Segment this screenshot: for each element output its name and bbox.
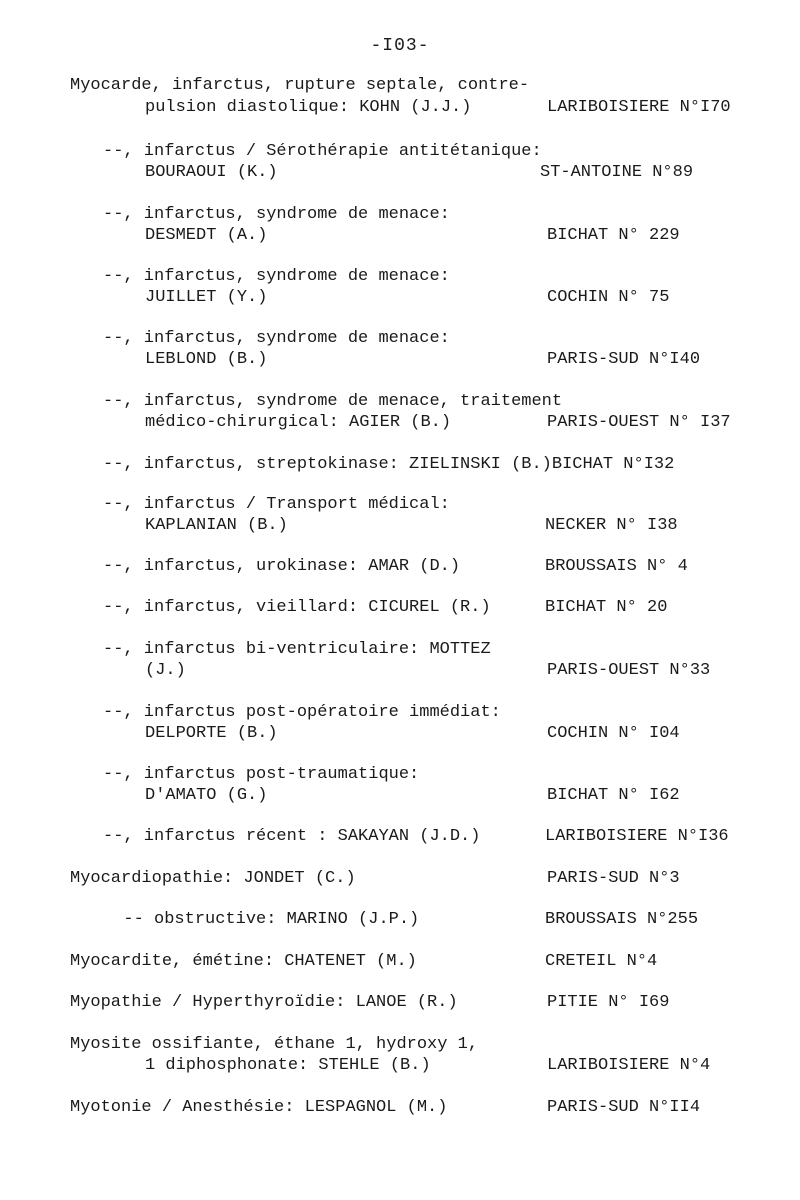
entry-line-1: --, infarctus post-traumatique: — [103, 765, 420, 784]
entry-line-2: BOURAOUI (K.) — [145, 163, 278, 182]
entry-reference: PARIS-OUEST N°33 — [547, 661, 711, 680]
entry-reference: BICHAT N° I62 — [547, 786, 680, 805]
entry-line-1: Myopathie / Hyperthyroïdie: LANOE (R.) — [70, 993, 458, 1012]
entry-line-1: --, infarctus / Transport médical: — [103, 495, 450, 514]
entry-line-1: --, infarctus, urokinase: AMAR (D.) — [103, 557, 461, 576]
entry-line-1: --, infarctus, vieillard: CICUREL (R.) — [103, 598, 491, 617]
entry-line-1: --, infarctus / Sérothérapie antitétanique: — [103, 142, 542, 161]
entry-line-1: Myocarde, infarctus, rupture septale, contre- — [70, 76, 530, 95]
entry-reference: PARIS-SUD N°3 — [547, 869, 680, 888]
entry-reference: LARIBOISIERE N°4 — [547, 1056, 711, 1075]
entry-reference: PARIS-SUD N°I40 — [547, 350, 701, 369]
entry-reference: BICHAT N° 20 — [545, 598, 668, 617]
entry-line-1: --, infarctus, syndrome de menace: — [103, 205, 450, 224]
entry-reference: PARIS-OUEST N° I37 — [547, 413, 731, 432]
entry-line-1: --, infarctus post-opératoire immédiat: — [103, 703, 501, 722]
entry-line-2: DESMEDT (A.) — [145, 226, 268, 245]
entry-line-1: Myocardiopathie: JONDET (C.) — [70, 869, 356, 888]
entry-reference: COCHIN N° I04 — [547, 724, 680, 743]
entry-line-1: --, infarctus bi-ventriculaire: MOTTEZ — [103, 640, 491, 659]
entry-line-2: JUILLET (Y.) — [145, 288, 268, 307]
entry-line-1: Myocardite, émétine: CHATENET (M.) — [70, 952, 417, 971]
entry-reference: ST-ANTOINE N°89 — [540, 163, 694, 182]
entry-reference: LARIBOISIERE N°I36 — [545, 827, 729, 846]
entry-reference: BROUSSAIS N° 4 — [545, 557, 688, 576]
entry-line-2: D'AMATO (G.) — [145, 786, 268, 805]
entry-line-1: --, infarctus, syndrome de menace: — [103, 329, 450, 348]
entry-line-2: pulsion diastolique: KOHN (J.J.) — [145, 98, 472, 117]
entry-line-1: Myotonie / Anesthésie: LESPAGNOL (M.) — [70, 1098, 448, 1117]
entry-reference: BICHAT N° 229 — [547, 226, 680, 245]
entry-line-2: LEBLOND (B.) — [145, 350, 268, 369]
entry-reference: LARIBOISIERE N°I70 — [547, 98, 731, 117]
entry-line-1: --, infarctus, syndrome de menace: — [103, 267, 450, 286]
entry-line-1: Myosite ossifiante, éthane 1, hydroxy 1, — [70, 1035, 479, 1054]
entry-line-2: médico-chirurgical: AGIER (B.) — [145, 413, 452, 432]
page-number: -I03- — [370, 36, 430, 56]
entry-line-1: --, infarctus récent : SAKAYAN (J.D.) — [103, 827, 481, 846]
entry-line-1: --, infarctus, streptokinase: ZIELINSKI (B.)BICHAT N°I32 — [103, 455, 675, 474]
entry-line-2: DELPORTE (B.) — [145, 724, 278, 743]
entry-line-2: KAPLANIAN (B.) — [145, 516, 288, 535]
entry-line-1: -- obstructive: MARINO (J.P.) — [103, 910, 420, 929]
entry-reference: COCHIN N° 75 — [547, 288, 670, 307]
entry-reference: PARIS-SUD N°II4 — [547, 1098, 701, 1117]
entry-line-2: 1 diphosphonate: STEHLE (B.) — [145, 1056, 431, 1075]
entry-reference: NECKER N° I38 — [545, 516, 678, 535]
entry-reference: CRETEIL N°4 — [545, 952, 658, 971]
entry-line-1: --, infarctus, syndrome de menace, traitement — [103, 392, 563, 411]
entry-reference: PITIE N° I69 — [547, 993, 670, 1012]
entry-reference: BROUSSAIS N°255 — [545, 910, 699, 929]
entry-line-2: (J.) — [145, 661, 186, 680]
